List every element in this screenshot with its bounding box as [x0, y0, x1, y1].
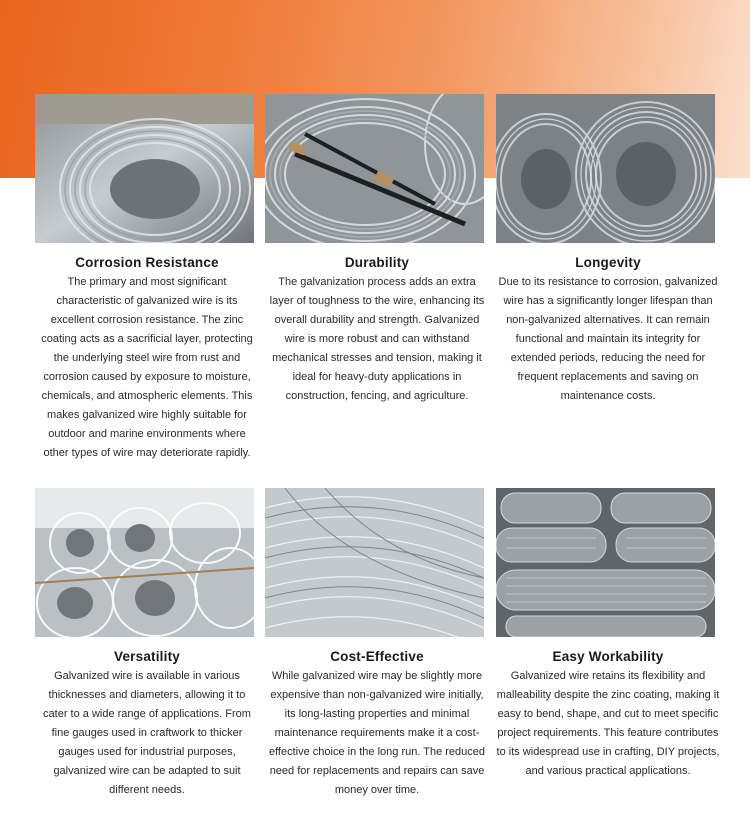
- galvanized-wire-coil-photo: [35, 94, 254, 243]
- feature-description: While galvanized wire may be slightly more expensive than non-galvanized wire initially, its long-lasting properties and minimal maintenance requirements make it a cost-effective choice in the long run. The reduced need for replacements and repairs can save money over time.: [268, 670, 486, 796]
- wire-coil-stack-photo: [496, 94, 715, 243]
- feature-description: Galvanized wire is available in various thicknesses and diameters, allowing it to cater to a wide range of applications. From fine gauges used in craftwork to thicker gauges used for industrial purposes, galvanized wire can be adapted to suit different needs.: [43, 670, 251, 796]
- loose-wire-strands-photo: [265, 488, 484, 637]
- strapped-wire-coils-photo: [265, 94, 484, 243]
- warehouse-wire-coils-photo: [496, 488, 715, 637]
- feature-title: Longevity: [575, 255, 641, 270]
- stacked-wire-rolls-photo: [35, 488, 254, 637]
- feature-title: Corrosion Resistance: [75, 255, 219, 270]
- feature-description: The galvanization process adds an extra layer of toughness to the wire, enhancing its overall durability and strength. Galvanized wire is more robust and can withstand mechanical stresses and tension, making it ideal for heavy-duty applications in construction, fencing, and agriculture.: [269, 276, 485, 402]
- feature-title: Easy Workability: [552, 649, 664, 664]
- feature-title: Versatility: [114, 649, 180, 664]
- feature-card-corrosion-resistance: [35, 94, 259, 463]
- feature-card-cost-effective: [265, 488, 489, 800]
- feature-description: Due to its resistance to corrosion, galvanized wire has a significantly longer lifespan than non-galvanized alternatives. It can remain functional and maintain its integrity for extended periods, reducing the need for frequent replacements and saving on maintenance costs.: [498, 276, 718, 402]
- feature-description: The primary and most significant characteristic of galvanized wire is its excellent corrosion resistance. The zinc coating acts as a sacrificial layer, protecting the underlying steel wire from rust and corrosion caused by exposure to moisture, chemicals, and atmospheric elements. This makes galvanized wire highly suitable for outdoor and marine environments where other types of wire may deteriorate rapidly.: [41, 276, 253, 459]
- feature-card-longevity: [496, 94, 720, 406]
- feature-title: Durability: [344, 255, 410, 270]
- feature-title: Cost-Effective: [330, 649, 424, 664]
- feature-card-easy-workability: [496, 488, 720, 781]
- feature-card-versatility: [35, 488, 259, 800]
- feature-description: Galvanized wire retains its flexibility and malleability despite the zinc coating, making it easy to bend, shape, and cut to meet specific project requirements. This feature contributes to its widespread use in crafting, DIY projects, and various practical applications.: [496, 670, 720, 777]
- feature-card-durability: [265, 94, 489, 406]
